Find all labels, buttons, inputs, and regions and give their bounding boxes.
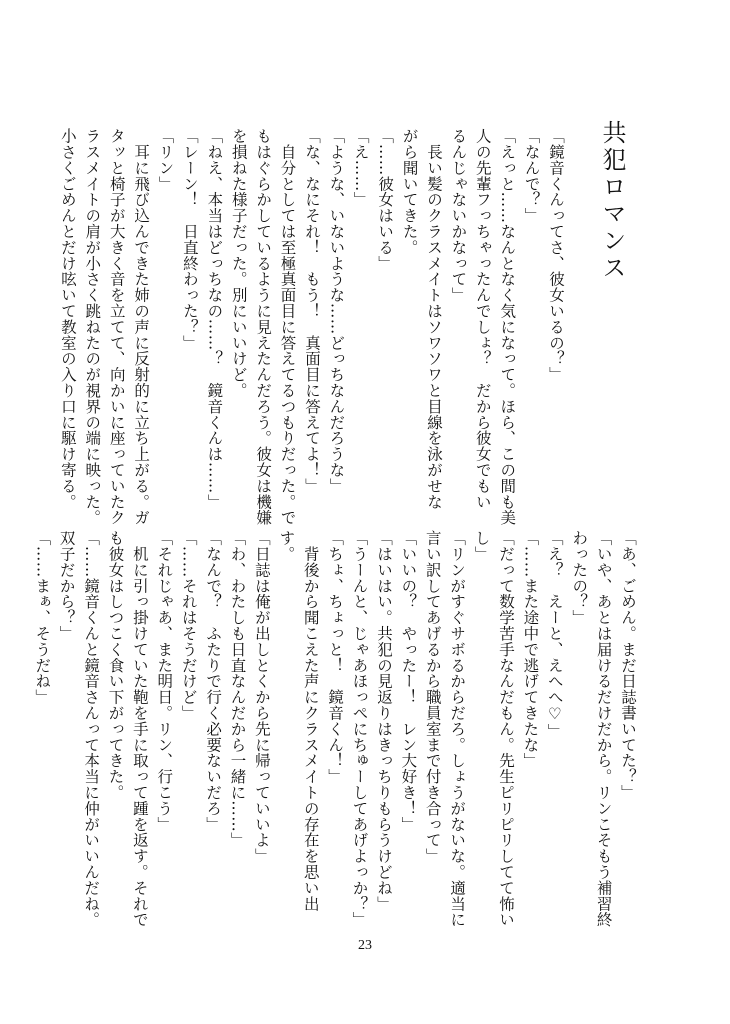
text-line: 「いや、あとは届けるだけだから。リンこそもう補習終	[594, 530, 613, 928]
text-line: 言い訳してあげるから職員室まで付き合って」	[423, 530, 442, 864]
text-line: 「いいの？ やったー！ レン大好き！」	[399, 530, 418, 833]
text-line: 「ちょ、ちょっと！ 鏡音くん！」	[326, 530, 345, 785]
text-block-bottom	[33, 530, 640, 928]
text-line: し」	[472, 530, 491, 562]
text-line: 「……まぁ、そうだね」	[33, 530, 52, 705]
text-line: 「……彼女はいる」	[376, 128, 395, 272]
text-line: 「なんで？」	[522, 128, 541, 224]
text-line: を損ねた様子だった。別にいいけど。	[229, 128, 248, 399]
text-line: 「あ、ごめん。まだ日誌書いてた？」	[619, 530, 637, 801]
text-line: 「……また途中で逃げてきたな」	[521, 530, 540, 769]
text-line: 「な、なにそれ！ もう！ 真面目に答えてよ！」	[302, 128, 321, 494]
text-block-top	[58, 128, 568, 526]
chapter-title: 共犯ロマンス	[598, 120, 626, 282]
text-line: 「はいはい。共犯の見返りはきっちりもらうけどね」	[374, 530, 393, 912]
text-line: るんじゃないかなって」	[449, 128, 468, 303]
page-number: 23	[358, 938, 372, 953]
text-line: 双子だから？」	[57, 530, 76, 642]
text-line: 「え……」	[351, 128, 370, 208]
text-line: がら聞いてきた。	[400, 128, 419, 256]
text-line: 「それじゃあ、また明日。リン、行こう」	[155, 530, 174, 833]
text-line: 「えっと……なんとなく気になって。ほら、この間も美	[498, 128, 517, 526]
text-line: 耳に飛び込んできた姉の声に反射的に立ち上がる。ガ	[132, 128, 151, 526]
text-line: 「リンがすぐサボるからだろ。しょうがないな。適当に	[448, 530, 467, 928]
text-line: 長い髪のクラスメイトはソワソワと目線を泳がせな	[424, 128, 443, 510]
text-line: 「日誌は俺が出しとくから先に帰っていいよ」	[252, 530, 271, 864]
text-line: タッと椅子が大きく音を立てて、向かいに座っていたク	[107, 128, 126, 526]
text-line: 自分としては至極真面目に答えてるつもりだった。で	[278, 128, 297, 526]
text-line: 「鏡音くんってさ、彼女いるの？」	[547, 128, 565, 383]
text-line: わったの？」	[570, 530, 589, 626]
text-line: 机に引っ掛けていた鞄を手に取って踵を返す。それで	[130, 530, 149, 928]
text-line: 背後から聞こえた声にクラスメイトの存在を思い出	[301, 530, 320, 912]
text-line: 「うーんと、じゃあほっぺにちゅーしてあげよっか？」	[350, 530, 369, 928]
text-line: 「わ、わたしも日直なんだから一緒に……」	[228, 530, 247, 848]
text-line: 小さくごめんとだけ呟いて教室の入り口に駆け寄る。	[58, 128, 77, 510]
text-line: 「だって数学苦手なんだもん。先生ピリピリしてて怖い	[496, 530, 515, 928]
text-line: 「え？ えーと、えへへ♡」	[545, 530, 564, 740]
text-line: 「ような、いないような……どっちなんだろうな」	[327, 128, 346, 494]
text-line: 「……鏡音くんと鏡音さんって本当に仲がいいんだね。	[82, 530, 101, 928]
text-line: す。	[277, 530, 296, 562]
text-line: 「……それはそうだけど」	[179, 530, 198, 721]
text-line: ラスメイトの肩が小さく跳ねたのが視界の端に映った。	[83, 128, 102, 526]
text-line: 「リン」	[156, 128, 175, 192]
text-line: 「ねえ、本当はどっちなの……？ 鏡音くんは……」	[205, 128, 224, 510]
text-line: もはぐらかしているように見えたんだろう。彼女は機嫌	[254, 128, 273, 526]
text-line: 「なんで？ ふたりで行く必要ないだろ」	[204, 530, 223, 833]
text-line: 人の先輩フっちゃったんでしょ？ だから彼女でもい	[473, 128, 492, 510]
text-line: 「レーン！ 日直終わった？」	[180, 128, 199, 351]
text-line: も彼女はしつこく食い下がってきた。	[106, 530, 125, 801]
